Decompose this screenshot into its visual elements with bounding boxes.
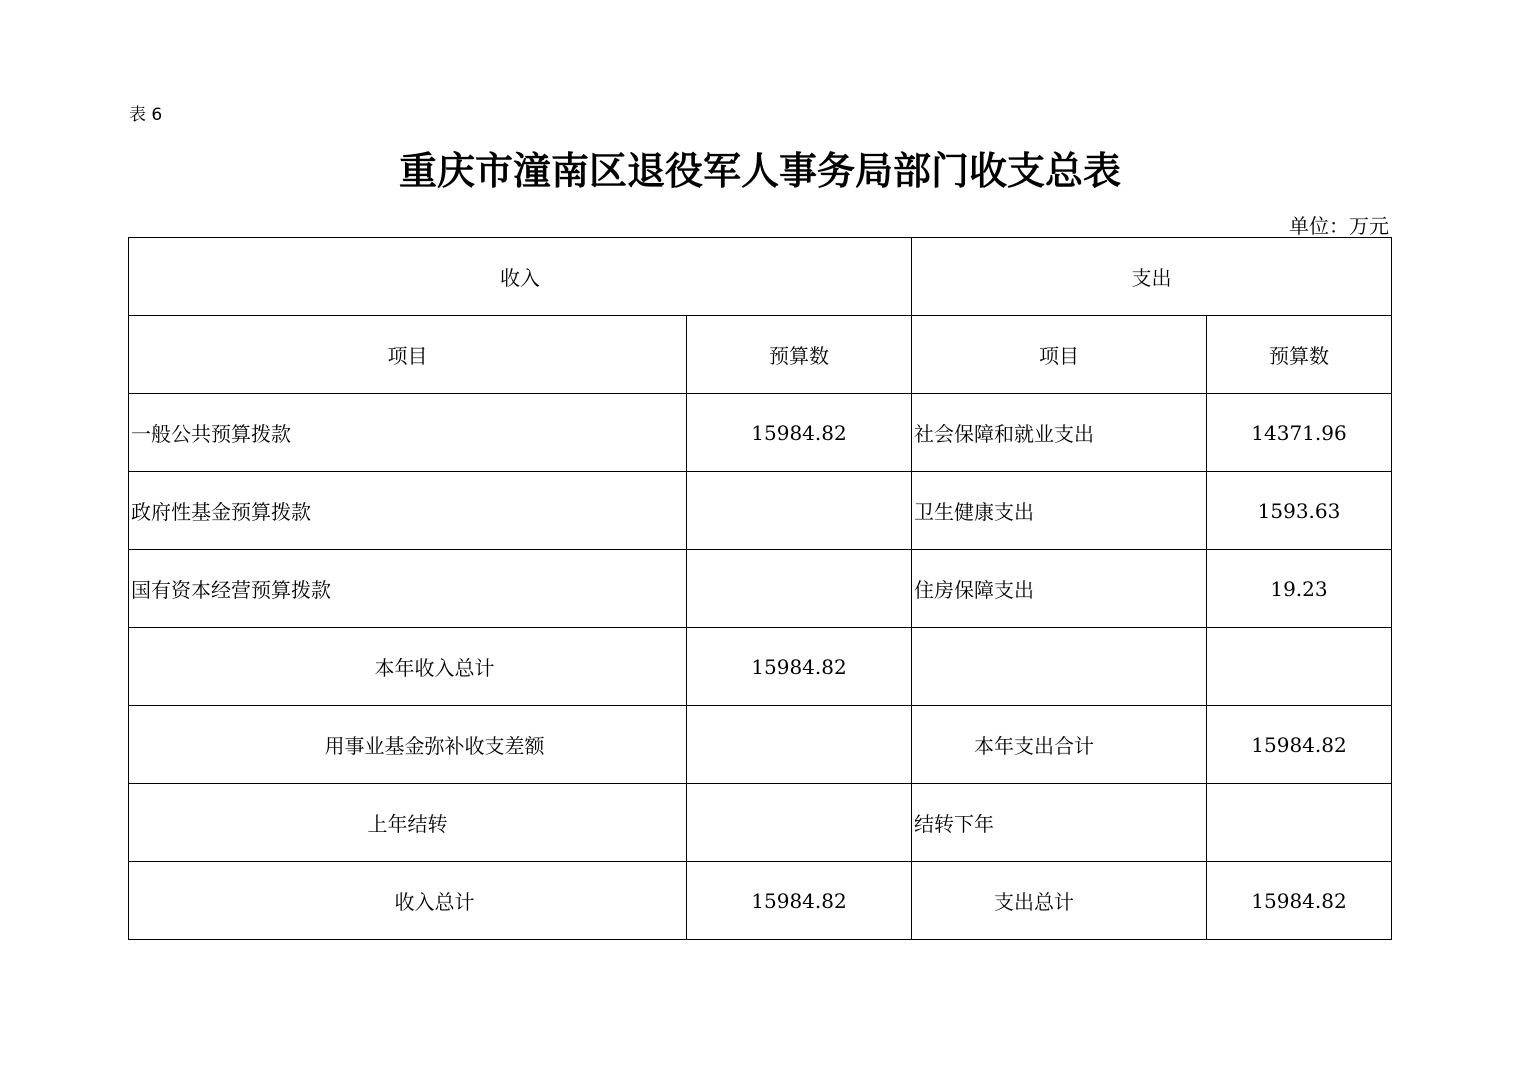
expense-item-header: 项目 [912,316,1207,394]
expense-item: 本年支出合计 [912,706,1207,784]
page-title: 重庆市潼南区退役军人事务局部门收支总表 [398,149,1121,193]
expense-item: 卫生健康支出 [912,472,1207,550]
expense-value: 19.23 [1207,550,1392,628]
income-value [687,550,912,628]
table-row [129,628,1392,706]
table-row [129,394,1392,472]
expense-item: 住房保障支出 [912,550,1207,628]
expense-header: 支出 [912,238,1392,316]
expense-value: 15984.82 [1207,862,1392,940]
expense-budget-header: 预算数 [1207,316,1392,394]
income-header: 收入 [129,238,912,316]
income-item-header: 项目 [129,316,687,394]
expense-value [1207,628,1392,706]
income-item: 本年收入总计 [129,628,687,706]
income-value [687,784,912,862]
expense-value: 14371.96 [1207,394,1392,472]
table-row [129,550,1392,628]
expense-value [1207,784,1392,862]
table-row [129,706,1392,784]
income-expense-table [128,237,1392,940]
income-item: 收入总计 [129,862,687,940]
expense-item: 社会保障和就业支出 [912,394,1207,472]
income-item: 用事业基金弥补收支差额 [129,706,687,784]
table-number: 表 6 [129,105,163,125]
income-value [687,472,912,550]
income-value: 15984.82 [687,394,912,472]
unit-label: 单位：万元 [1289,214,1389,238]
expense-item: 结转下年 [912,784,1207,862]
income-item: 上年结转 [129,784,687,862]
income-item: 国有资本经营预算拨款 [129,550,687,628]
income-budget-header: 预算数 [687,316,912,394]
header-row-top [129,238,1392,316]
income-value: 15984.82 [687,862,912,940]
table-row [129,862,1392,940]
income-item: 政府性基金预算拨款 [129,472,687,550]
expense-value: 15984.82 [1207,706,1392,784]
income-item: 一般公共预算拨款 [129,394,687,472]
income-value: 15984.82 [687,628,912,706]
table-row [129,784,1392,862]
expense-item: 支出总计 [912,862,1207,940]
header-row-sub [129,316,1392,394]
expense-item [912,628,1207,706]
table-row [129,472,1392,550]
expense-value: 1593.63 [1207,472,1392,550]
income-value [687,706,912,784]
